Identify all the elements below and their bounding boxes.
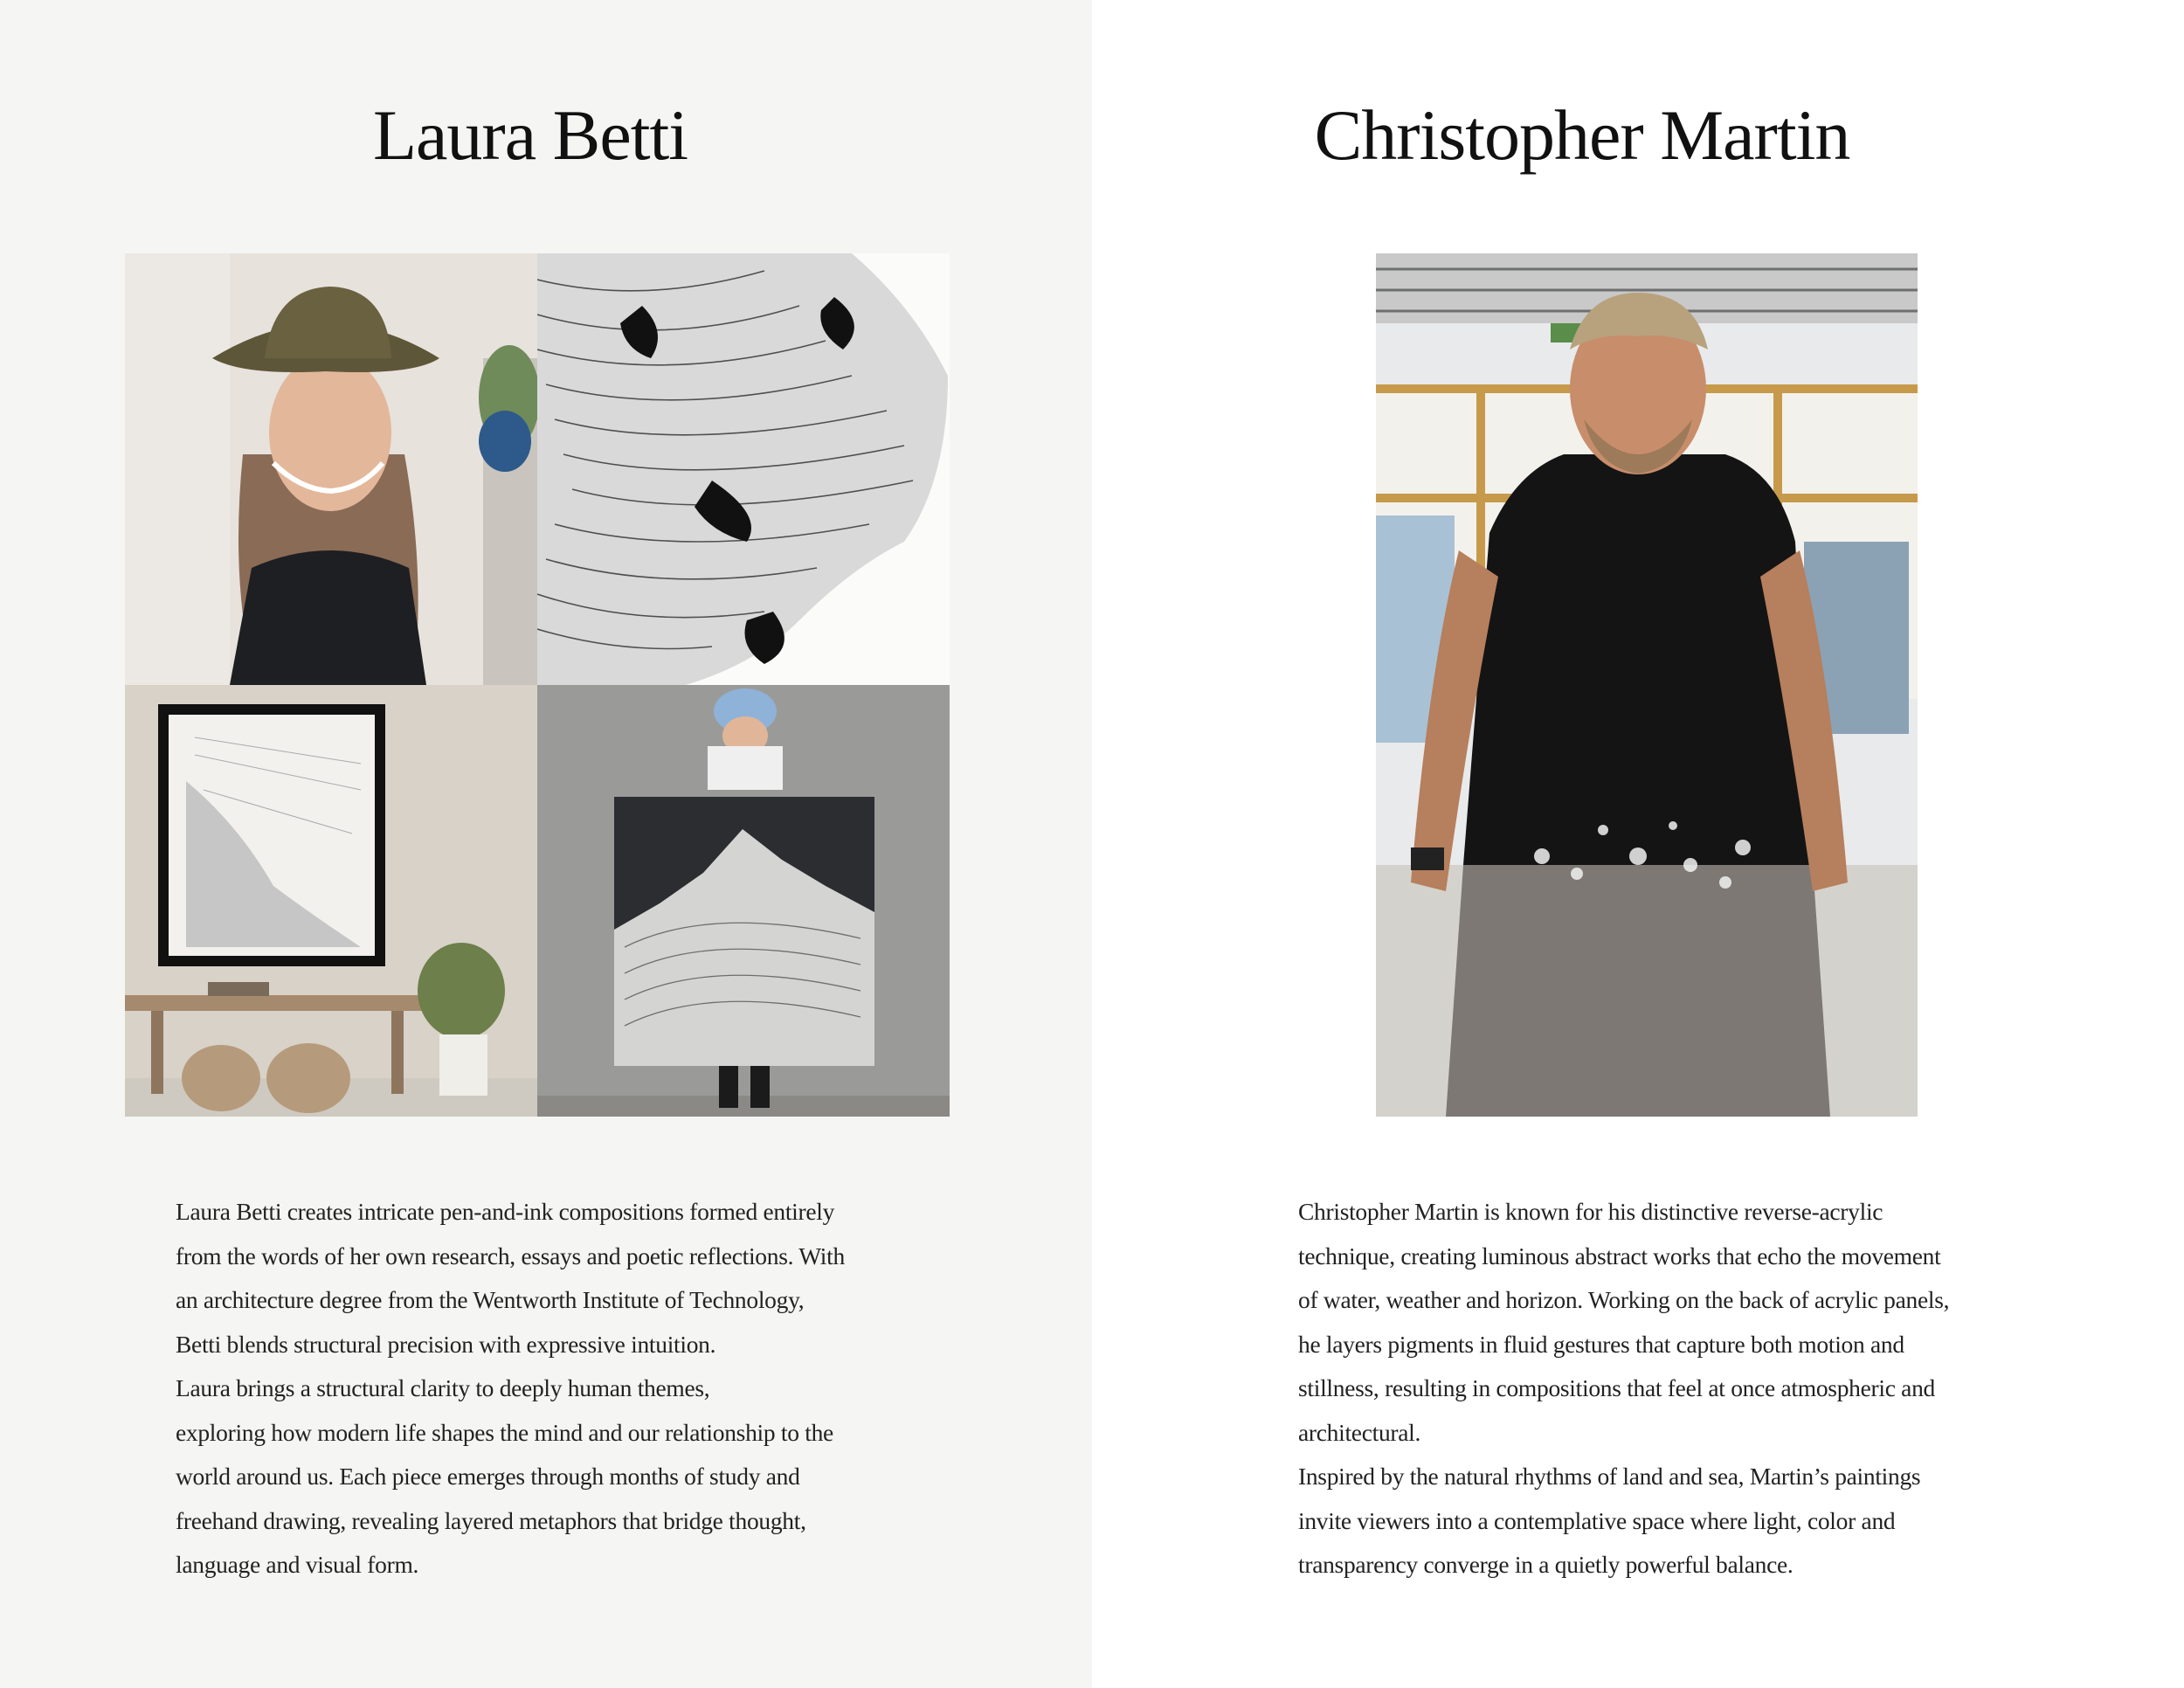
bio-laura-betti: [176, 1190, 892, 1588]
bio-line: freehand drawing, revealing layered metaphors that bridge thought,: [176, 1506, 806, 1534]
bio-line: exploring how modern life shapes the mind and our relationship to the: [176, 1418, 833, 1446]
bio-line: invite viewers into a contemplative space where light, color and: [1298, 1506, 1896, 1534]
bio-line: Christopher Martin is known for his distinctive reverse-acrylic: [1298, 1198, 1883, 1225]
portrait-photo-laura: [125, 253, 537, 685]
bio-line: transparency converge in a quietly powerful balance.: [1298, 1551, 1794, 1578]
bio-line: of water, weather and horizon. Working on the back of acrylic panels,: [1298, 1286, 1950, 1313]
bio-line: technique, creating luminous abstract works that echo the movement: [1298, 1242, 1941, 1269]
portrait-photo-christopher: [1376, 253, 1918, 1117]
artist-name-laura-betti: Laura Betti: [372, 95, 688, 175]
bio-line: language and visual form.: [176, 1551, 419, 1578]
artist-name-christopher-martin: Christopher Martin: [1314, 95, 1850, 175]
bio-line: Inspired by the natural rhythms of land and sea, Martin’s paintings: [1298, 1463, 1921, 1490]
bio-line: world around us. Each piece emerges through months of study and: [176, 1463, 800, 1490]
bio-christopher-martin: [1298, 1190, 1997, 1588]
bio-line: architectural.: [1298, 1418, 1421, 1446]
bio-line: Betti blends structural precision with expressive intuition.: [176, 1330, 716, 1358]
right-page: [1092, 0, 2184, 1688]
artist-holding-mountain-artwork: [537, 685, 950, 1117]
bio-line: Laura brings a structural clarity to deeply human themes,: [176, 1374, 710, 1401]
pen-ink-artwork-abstract: [537, 253, 950, 685]
artwork-collage: [125, 253, 950, 1117]
bio-line: Laura Betti creates intricate pen-and-ink compositions formed entirely: [176, 1198, 835, 1225]
framed-artwork-interior: [125, 685, 537, 1117]
bio-line: stillness, resulting in compositions that feel at once atmospheric and: [1298, 1374, 1935, 1401]
bio-line: he layers pigments in fluid gestures that capture both motion and: [1298, 1330, 1904, 1358]
bio-line: an architecture degree from the Wentworth Institute of Technology,: [176, 1286, 805, 1313]
bio-line: from the words of her own research, essays and poetic reflections. With: [176, 1242, 845, 1269]
